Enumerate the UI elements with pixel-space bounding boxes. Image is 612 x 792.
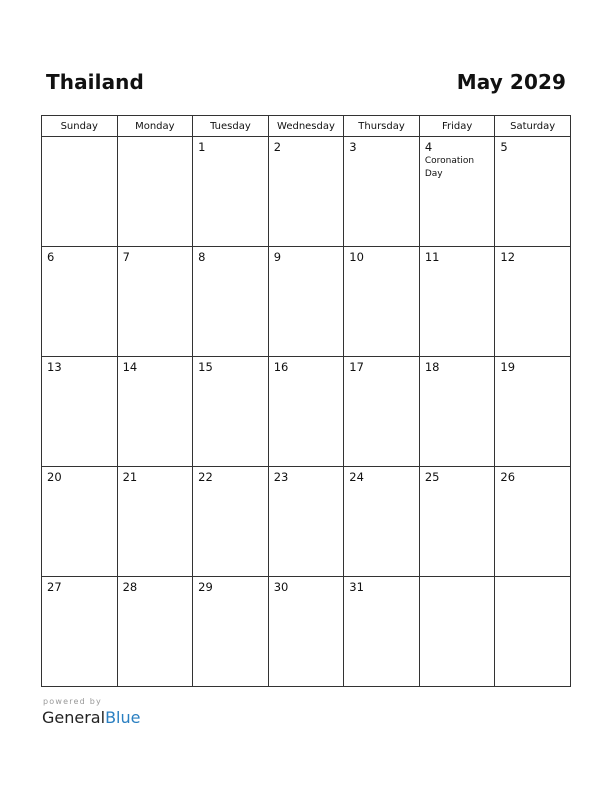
weekday-thursday: Thursday	[344, 116, 420, 137]
logo-text-blue: Blue	[105, 708, 141, 727]
day-cell	[344, 467, 420, 577]
day-number: 23	[273, 470, 289, 484]
day-cell	[495, 467, 571, 577]
day-number	[495, 577, 570, 581]
day-number	[42, 137, 117, 141]
month-title: May 2029	[456, 70, 566, 94]
day-number: 10	[349, 250, 364, 264]
weekday-monday: Monday	[117, 116, 193, 137]
day-number: 21	[122, 470, 138, 484]
day-number: 27	[47, 580, 62, 594]
calendar-week-row	[42, 577, 571, 687]
day-number: 18	[424, 360, 440, 374]
generalblue-logo	[42, 708, 140, 727]
day-cell	[419, 137, 495, 247]
weekday-saturday: Saturday	[495, 116, 571, 137]
day-cell	[42, 357, 118, 467]
day-number: 31	[349, 580, 364, 594]
day-number: 29	[198, 580, 213, 594]
day-cell	[193, 247, 269, 357]
day-number: 22	[198, 470, 213, 484]
country-title: Thailand	[46, 70, 144, 94]
day-number: 5	[500, 140, 508, 154]
day-cell	[344, 357, 420, 467]
day-number: 1	[198, 140, 206, 154]
logo-text-general: General	[42, 708, 106, 727]
day-cell	[117, 137, 193, 247]
day-cell	[495, 357, 571, 467]
day-cell	[419, 467, 495, 577]
calendar-week-row	[42, 467, 571, 577]
day-cell	[344, 137, 420, 247]
calendar-week-row	[42, 247, 571, 357]
day-cell	[193, 577, 269, 687]
day-number: 9	[273, 250, 282, 264]
day-cell	[419, 247, 495, 357]
holiday-label: Coronation Day	[424, 156, 475, 179]
day-cell	[344, 577, 420, 687]
day-number: 12	[500, 250, 516, 264]
powered-by-label: powered by	[43, 697, 102, 706]
day-cell	[193, 137, 269, 247]
day-cell	[117, 577, 193, 687]
day-number: 17	[349, 360, 364, 374]
day-number: 24	[349, 470, 364, 484]
day-cell	[268, 357, 344, 467]
day-cell	[419, 577, 495, 687]
day-number: 11	[424, 250, 440, 264]
day-number: 7	[122, 250, 130, 264]
calendar-grid	[41, 115, 571, 687]
day-cell	[419, 357, 495, 467]
weekday-tuesday: Tuesday	[193, 116, 269, 137]
day-cell	[42, 467, 118, 577]
weekday-sunday: Sunday	[42, 116, 118, 137]
day-cell	[268, 137, 344, 247]
day-number: 14	[122, 360, 138, 374]
day-number: 28	[122, 580, 138, 594]
day-cell	[42, 247, 118, 357]
day-cell	[193, 467, 269, 577]
day-cell	[495, 137, 571, 247]
day-number: 19	[500, 360, 516, 374]
day-cell	[268, 467, 344, 577]
weekday-friday: Friday	[419, 116, 495, 137]
day-cell	[117, 467, 193, 577]
day-number	[420, 577, 495, 581]
day-cell	[117, 247, 193, 357]
day-cell	[268, 577, 344, 687]
calendar-week-row	[42, 357, 571, 467]
weekday-wednesday: Wednesday	[268, 116, 344, 137]
day-number: 15	[198, 360, 213, 374]
day-number: 2	[273, 140, 282, 154]
day-cell	[495, 577, 571, 687]
day-cell	[344, 247, 420, 357]
calendar-week-row	[42, 137, 571, 247]
day-cell	[193, 357, 269, 467]
day-number: 6	[47, 250, 55, 264]
day-cell	[117, 357, 193, 467]
day-number: 4	[424, 140, 433, 154]
day-cell	[42, 137, 118, 247]
day-number: 25	[424, 470, 440, 484]
day-number: 20	[47, 470, 62, 484]
day-number: 13	[47, 360, 62, 374]
day-cell	[268, 247, 344, 357]
day-cell	[495, 247, 571, 357]
day-number: 16	[273, 360, 289, 374]
day-number: 30	[273, 580, 289, 594]
day-number: 8	[198, 250, 206, 264]
day-cell	[42, 577, 118, 687]
day-number: 3	[349, 140, 357, 154]
day-number	[118, 137, 193, 141]
weekday-header-row	[42, 116, 571, 137]
day-number: 26	[500, 470, 516, 484]
